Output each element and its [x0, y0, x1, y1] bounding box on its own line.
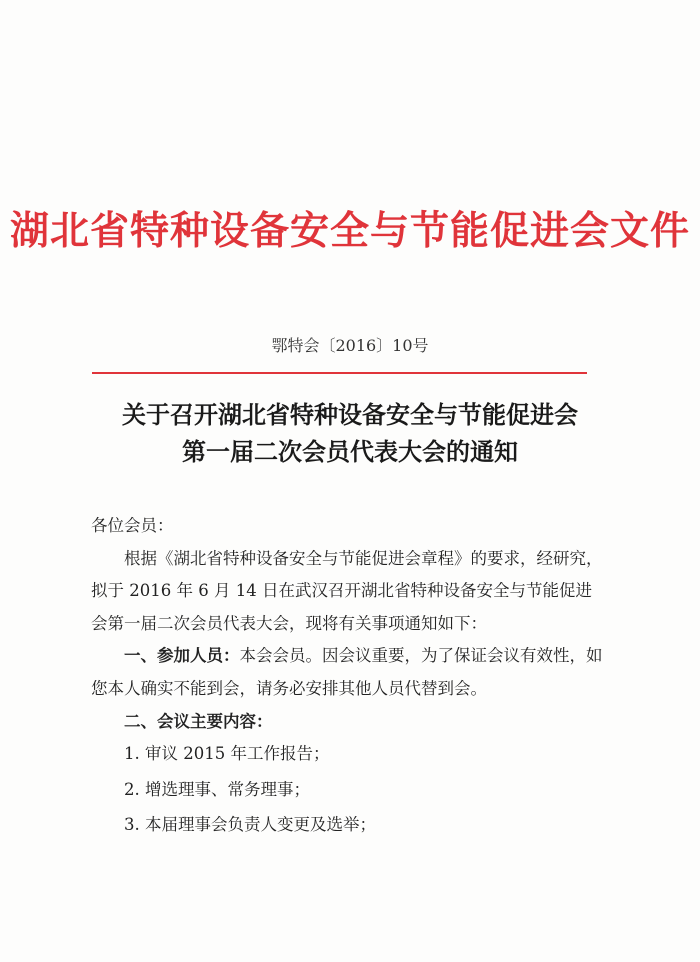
notice-title-line-1: 关于召开湖北省特种设备安全与节能促进会	[122, 400, 578, 429]
section-1-text: 本会会员。因会议重要，为了保证会议有效性，如您本人确实不能到会，请务必安排其他人员代替到会。	[91, 646, 603, 698]
agenda-item-1: 1. 审议 2015 年工作报告；	[124, 744, 330, 764]
red-separator-line	[92, 372, 587, 374]
intro-paragraph: 根据《湖北省特种设备安全与节能促进会章程》的要求，经研究，拟于 2016 年 6 月 14 日在武汉召开湖北省特种设备安全与节能促进会第一届二次会员代表大会，现将有关事项通知如下：	[91, 548, 603, 633]
notice-body	[91, 510, 606, 842]
notice-title	[0, 396, 700, 470]
document-number: 鄂特会〔2016〕10号	[271, 336, 429, 355]
agenda-item-2: 2. 增选理事、常务理事；	[124, 779, 310, 799]
section-1-paragraph	[91, 640, 606, 705]
agenda-item-3: 3. 本届理事会负责人变更及选举；	[124, 815, 376, 835]
notice-title-line-2: 第一届二次会员代表大会的通知	[182, 437, 518, 466]
section-1-heading: 一、参加人员：	[124, 646, 240, 666]
salutation: 各位会员：	[91, 516, 174, 535]
document-header-title: 湖北省特种设备安全与节能促进会文件	[9, 209, 690, 254]
section-2-heading: 二、会议主要内容：	[124, 711, 273, 731]
